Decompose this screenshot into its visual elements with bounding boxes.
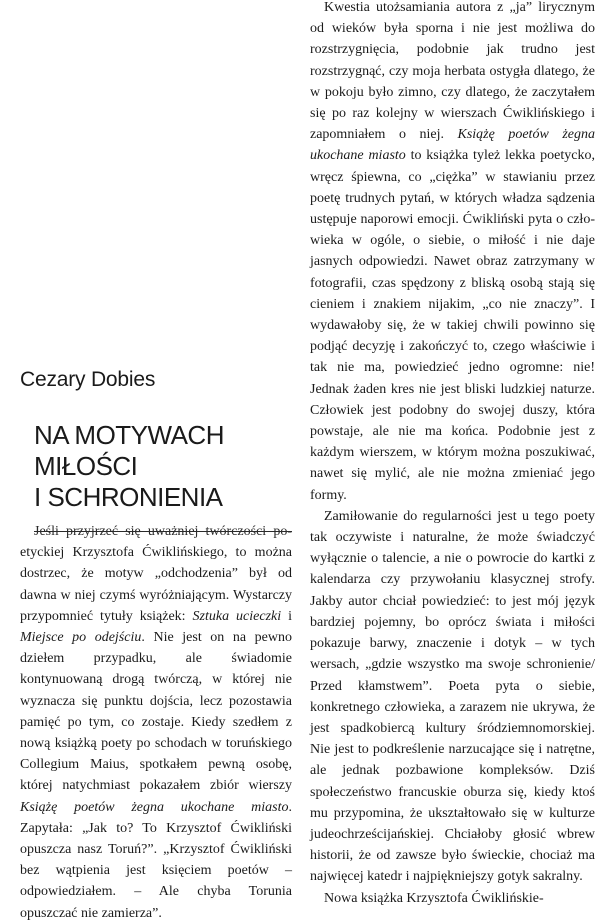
title-line-2: MIŁOŚCI [34,451,138,481]
article-author: Cezary Dobies [20,368,156,391]
paragraph-1-text-c: . Zapytała: „Jak to? To Krzysztof Ćwikliński opuszcza nasz Toruń?”. „Krzysztof Ćwikliński bez wątpienia jest księciem poetów – odpowiedziałem. – Ale chyba Torunia opuszczać nie zamierza”. [20,799,292,921]
paragraph-2-text-b: to książka tyleż lekka poetycko, wręcz śpiewna, co „ciężka” w stawianiu przez poetę trudnych pytań, w których władza sądzenia ustępuje naporowi emocji. Ćwikliński pyta o człowieka w ogóle, o siebie, o miłość i nie daje jasnych odpowiedzi. Nawet obraz zatrzymany w fotografii, czas spędzony z bliską osobą stają się cieniem i znakiem nijakim, „co nie znaczy”. I wydawałoby się, że w takiej chwili powinno się podjąć decyzję i zakończyć to, czego właściwie i tak nie ma, powiedzieć jedno ogromne: nie! Jednak żaden kres nie jest bliski ludzkiej naturze. Człowiek jest podobny do swojej duszy, która powstaje, ale nie ma końca. Podobnie jest z każdym wierszem, w którym można poszukiwać, nawet się mylić, ale nie można zmieniać jego formy. [310,148,595,503]
title-line-3: I SCHRONIENIA [34,482,223,512]
left-column-body [20,521,292,924]
title-line-1: NA MOTYWACH [34,420,224,450]
paragraph-1-and: i [281,608,292,624]
book-title-ksiaze-poetow: Książę poetów żegna ukochane miasto [20,799,289,815]
paragraph-4: Nowa książka Krzysztofa Ćwiklińskie- [324,890,544,906]
paragraph-1-text-b: . Nie jest on na pewno dziełem przypadku, ale świadomie kontynuowaną drogą twórczą, w której nie wyznacza się punktu dojścia, lecz pozostawia pamięć po tym, co zostaje. Kiedy szedłem z nową książką poety po schodach w toruńskiego Collegium Maius, spotkałem pewną osobę, której natychmiast pokazałem zbiór wierszy [20,630,293,794]
book-title-sztuka-ucieczki: Sztuka ucieczki [192,608,282,624]
book-title-miejsce-po-odejsciu: Miejsce po odejściu [20,630,142,646]
right-column-body [310,0,595,909]
struck-lead-line: Jeśli przyjrzeć się uważniej twórczości po- [34,524,292,539]
paragraph-2 [310,0,595,506]
paragraph-1-text-a: etyckiej Krzysztofa Ćwiklińskiego, to można dostrzec, że motyw „odchodzenia” był od dawna w niej czymś wyróżniającym. Wystarczy przypomnieć tytuły książek: [20,545,292,624]
paragraph-2-text-a: Kwestia utożsamiania autora z „ja” lirycznym od wieków była sporna i nie jest możliwa do rozstrzygnięcia, podobnie jak trudno jest rozstrzygnąć, czy moja herbata ostygła dlatego, że w pokoju było zimno, czy dlatego, że zaczytałem się po raz kolejny w wierszach Ćwiklińskiego i zapomniałem o niej. [310,0,595,143]
right-column [310,0,595,906]
book-title-ksiaze-poetow-2: Książę poetów żegna ukochane miasto [310,127,595,164]
left-column [20,0,293,921]
article-title [34,420,224,513]
paragraph-3: Zamiłowanie do regularności jest u tego poety tak oczywiste i naturalne, że może świadczyć wyłącznie o talencie, a nie o powrocie do kartki z kalendarza czy przywołaniu klasycznej strofy. Jakby autor chciał powiedzieć: to jest mój język bardziej pojemny, bo oprócz świata i miłości pokazuje barwy, znaczenie i dotyk – w tych wersach, „gdzie wszystko ma swoje schronienie/ Przed kłamstwem”. Poeta pyta o siebie, konkretnego człowieka, a zarazem nie ukrywa, że jest spadkobiercą kultury śródziemnomorskiej. Nie jest to podkreślenie narzucające się i natrętne, ale jednak pozbawione kompleksów. Dziś społeczeństwo francuskie oburza się, kiedy ktoś mu przypomina, że ukształtowało się w kulturze judeochrześcijańskiej. Chciałoby głosić wbrew historii, że od zawsze było świeckie, chociaż ma najwięcej katedr i najpiękniejszy gotyk sakralny. [310,508,595,885]
paragraph-1 [20,521,292,924]
